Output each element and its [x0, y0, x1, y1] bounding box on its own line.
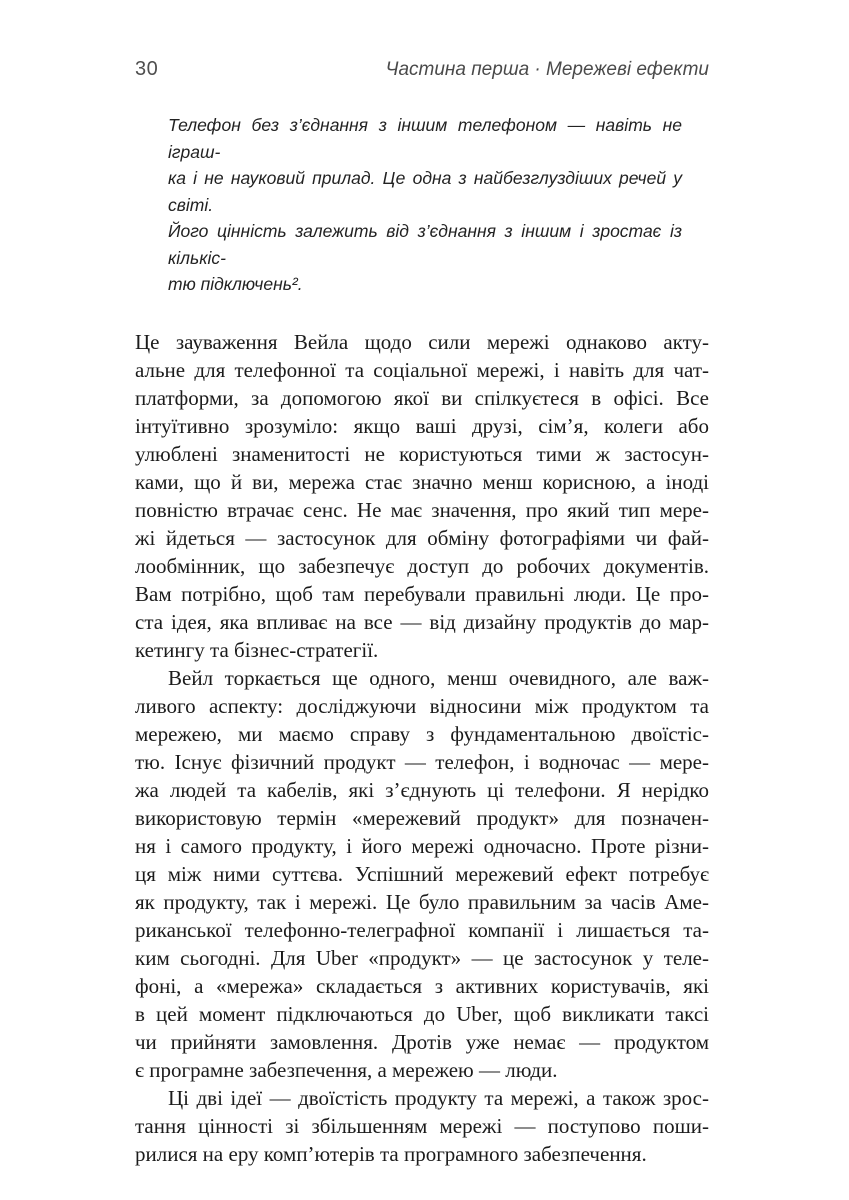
text-line: використовую термін «мережевий продукт» для позначен- — [135, 805, 709, 830]
text-column — [135, 0, 709, 1168]
text-line: фоні, а «мережа» складається з активних користувачів, які — [135, 973, 709, 998]
text-line: ця між ними суттєва. Успішний мережевий ефект потребує — [135, 861, 709, 886]
text-line: Ці дві ідеї — двоїстість продукту та мережі, а також зрос- — [168, 1085, 709, 1110]
text-line: платформи, за допомогою якої ви спілкуєтеся в офісі. Все — [135, 385, 709, 410]
text-line: риканської телефонно-телеграфної компанії і лишається та- — [135, 917, 709, 942]
text-line: Вам потрібно, щоб там перебували правильні люди. Це про- — [135, 581, 709, 606]
text-line: альне для телефонної та соціальної мережі, і навіть для чат- — [135, 357, 709, 382]
page-number: 30 — [135, 58, 159, 80]
text-line: лообмінник, що забезпечує доступ до робочих документів. — [135, 553, 709, 578]
text-line: ким сьогодні. Для Uber «продукт» — це застосунок у теле- — [135, 945, 709, 970]
text-line: улюблені знаменитості не користуються тими ж застосун- — [135, 441, 709, 466]
text-line: мережею, ми маємо справу з фундаментальною двоїстіс- — [135, 721, 709, 746]
text-line: Вейл торкається ще одного, менш очевидного, але важ- — [168, 665, 709, 690]
text-line: тю. Існує фізичний продукт — телефон, і водночас — мере- — [135, 749, 709, 774]
text-line: є програмне забезпечення, а мережею — люди. — [135, 1057, 558, 1082]
text-line: кетингу та бізнес-стратегії. — [135, 637, 379, 662]
body-text — [135, 328, 709, 1168]
epigraph-line: тю підключень². — [168, 274, 303, 294]
page-header — [135, 0, 709, 82]
text-line: ня і самого продукту, і його мережі одночасно. Проте різни- — [135, 833, 709, 858]
text-line: Це зауваження Вейла щодо сили мережі однаково акту- — [135, 329, 709, 354]
text-line: ливого аспекту: досліджуючи відносини між продуктом та — [135, 693, 709, 718]
text-line: рилися на еру комп’ютерів та програмного забезпечення. — [135, 1141, 647, 1166]
text-line: повністю втрачає сенс. Не має значення, про який тип мере- — [135, 497, 709, 522]
epigraph-line: Його цінність залежить від з’єднання з іншим і зростає із кількіс- — [168, 221, 682, 268]
epigraph-line: ка і не науковий прилад. Це одна з найбезглуздіших речей у світі. — [168, 168, 682, 215]
text-line: інтуїтивно зрозуміло: якщо ваші друзі, сім’я, колеги або — [135, 413, 709, 438]
text-line: чи прийняти замовлення. Дротів уже немає — продуктом — [135, 1029, 709, 1054]
text-line: ками, що й ви, мережа стає значно менш корисною, а іноді — [135, 469, 709, 494]
epigraph-line: Телефон без з’єднання з іншим телефоном — навіть не іграш- — [168, 115, 682, 162]
running-title: Частина перша · Мережеві ефекти — [385, 59, 709, 80]
epigraph — [168, 112, 682, 298]
text-line: тання цінності зі збільшенням мережі — поступово поши- — [135, 1113, 709, 1138]
paragraph — [135, 328, 709, 664]
text-line: в цей момент підключаються до Uber, щоб викликати таксі — [135, 1001, 709, 1026]
text-line: ста ідея, яка впливає на все — від дизайну продуктів до мар- — [135, 609, 709, 634]
text-line: жа людей та кабелів, які з’єднують ці телефони. Я нерідко — [135, 777, 709, 802]
paragraph — [135, 1084, 709, 1168]
paragraph — [135, 664, 709, 1084]
text-line: жі йдеться — застосунок для обміну фотографіями чи фай- — [135, 525, 709, 550]
text-line: як продукту, так і мережі. Це було правильним за часів Аме- — [135, 889, 709, 914]
